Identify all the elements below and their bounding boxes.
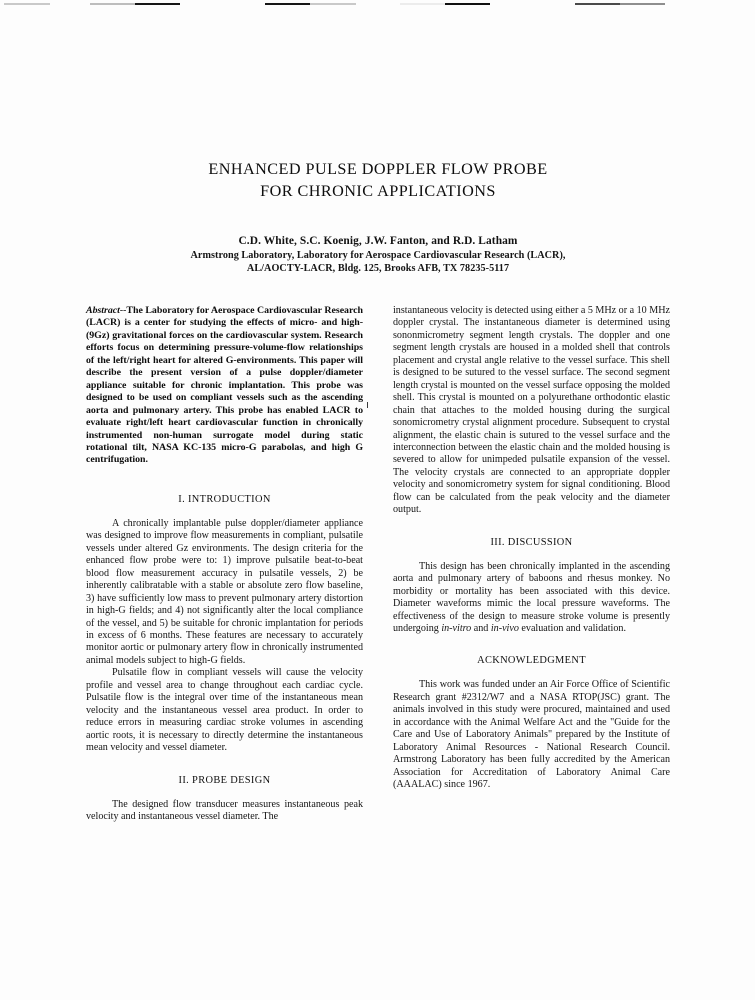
abstract-label: Abstract-- bbox=[86, 305, 127, 316]
section-heading-acknowledgment: ACKNOWLEDGMENT bbox=[477, 655, 586, 667]
section-heading-discussion: III. DISCUSSION bbox=[490, 536, 573, 548]
discussion-text-part2: evaluation and validation. bbox=[518, 622, 626, 634]
title-line-1: ENHANCED PULSE DOPPLER FLOW PROBE bbox=[208, 160, 548, 178]
discussion-italic-in-vitro: in-vitro bbox=[441, 622, 472, 634]
title-block bbox=[86, 158, 670, 202]
author-list: C.D. White, S.C. Koenig, J.W. Fanton, and R.D. Latham bbox=[238, 235, 518, 247]
discussion-paragraph-1 bbox=[393, 561, 670, 636]
section-heading-introduction: I. INTRODUCTION bbox=[178, 493, 271, 505]
acknowledgment-paragraph-1: This work was funded under an Air Force Office of Scientific Research grant #2312/W7 and a NASA RTOP(JSC) grant. The animals involved in this study were procured, maintained and used in accordance with the Animal Welfare Act and the "Guide for the Care and Use of Laboratory Animals" prepared by the Institute of Laboratory Animal Resources - National Research Council. Armstrong Laboratory has been fully accredited by the American Association for Accreditation of Laboratory Animal Care (AAALAC) since 1967. bbox=[393, 679, 670, 791]
section-heading-probe-design: II. PROBE DESIGN bbox=[178, 774, 271, 786]
affiliation bbox=[86, 249, 670, 276]
intro-paragraph-1: A chronically implantable pulse doppler/diameter appliance was designed to improve flow measurements in compliant, pulsatile vessels under altered Gz environments. The design criteria for the enhanced flow probe were to: 1) improve pulsatile beat-to-beat blood flow measurement accuracy in pulsatile vessels, 2) be inherently calibratable with a stable or absolute zero flow baseline, 3) have sufficiently low mass to prevent pulmonary artery distortion in high-G fields; and 4) not significantly alter the local compliance of the vessel, and 5) be suitable for chronic implantation for periods in excess of 6 months. These features are necessary to accurately monitor aortic or pulmonary artery flow in chronically instrumented animal models subject to high-G fields. bbox=[86, 517, 363, 666]
discussion-italic-in-vivo: in-vivo bbox=[490, 622, 519, 634]
probe-design-paragraph-1: The designed flow transducer measures instantaneous peak velocity and instantaneous vessel diameter. The bbox=[86, 798, 363, 822]
abstract-paragraph bbox=[86, 305, 363, 467]
discussion-text-mid: and bbox=[471, 622, 491, 634]
scan-tick-mark bbox=[367, 402, 368, 408]
scan-artifact-marks bbox=[0, 0, 755, 10]
probe-design-continued-paragraph: instantaneous velocity is detected using either a 5 MHz or a 10 MHz doppler crystal. The instantaneous diameter is determined using sononmicrometry segment length crystals. The doppler and one segment length crystals are housed in a molded shell that controls placement and crystal angle relative to the vessel surface. This shell is designed to be sutured to the vessel surface. The second segment length crystal is mounted on the vessel surface opposing the molded shell. This crystal is mounted on a polyurethane orthodontic elastic chain that attaches to the molded housing during the surgical sonomicrometry crystal alignment procedure. Subsequent to crystal alignment, the elastic chain is sutured to the vessel surface and the interconnection between the elastic chain and the molded housing is severed to allow for unimpeded pulsatile expansion of the vessel. The velocity crystals are connected to an appropriate doppler velocity and sonomicrometry system for signal conditioning. Blood flow can be calculated from the peak velocity and the diameter output. bbox=[393, 305, 670, 516]
author-block bbox=[86, 234, 670, 275]
affiliation-line-2: AL/AOCTY-LACR, Bldg. 125, Brooks AFB, TX 78235-5117 bbox=[246, 263, 510, 274]
left-column bbox=[86, 305, 363, 823]
right-column bbox=[393, 305, 670, 792]
intro-paragraph-2: Pulsatile flow in compliant vessels will cause the velocity profile and vessel area to change throughout each cardiac cycle. Pulsatile flow is the integral over time of the instantaneous mean velocity and the instantaneous vessel area product. In order to reduce errors in measuring cardiac stroke volumes in ascending aortic roots, it is necessary to directly determine the instantaneous mean velocity and vessel diameter. bbox=[86, 667, 363, 754]
discussion-text-part1: This design has been chronically implanted in the ascending aorta and pulmonary artery of baboons and rhesus monkey. No morbidity or mortality has been associated with this device. Diameter waveforms mimic the local pressure waveforms. The effectiveness of the design to measure stroke volume is presently undergoing bbox=[393, 560, 670, 634]
affiliation-line-1: Armstrong Laboratory, Laboratory for Aerospace Cardiovascular Research (LACR), bbox=[190, 249, 566, 261]
abstract-text: The Laboratory for Aerospace Cardiovascular Research (LACR) is a center for studying the effects of micro- and high- (9Gz) gravitational forces on the cardiovascular system. Research efforts focus on determining pressure-volume-flow relationships of the left/right heart for altered G-environments. This paper will describe the present version of a pulse doppler/diameter appliance suitable for chronic implantation. This probe was designed to be used on compliant vessels such as the ascending aorta and pulmonary artery. This probe has enabled LACR to evaluate right/left heart cardiovascular function in chronically instrumented non-human surrogate model during static rotational tilt, NASA KC-135 micro-G parabolas, and high G centrifugation. bbox=[86, 305, 363, 466]
title-line-2: FOR CHRONIC APPLICATIONS bbox=[260, 182, 496, 200]
page-title bbox=[86, 158, 670, 202]
